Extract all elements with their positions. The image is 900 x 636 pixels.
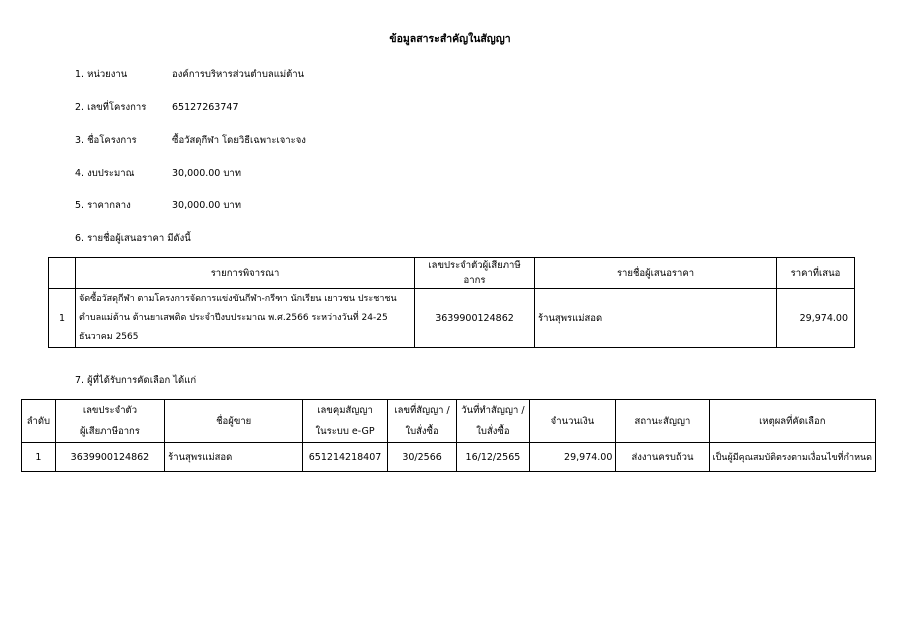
col-header-tax-id: เลขประจำตัวผู้เสียภาษีอากร [415, 258, 535, 289]
info-budget [75, 166, 241, 181]
header-line: ใบสั่งซื้อ [476, 426, 510, 437]
page-title: ข้อมูลสาระสำคัญในสัญญา [389, 33, 511, 45]
col-header-contract-no [387, 400, 456, 443]
info-label: 3. ชื่อโครงการ [75, 135, 137, 146]
info-label: 4. งบประมาณ [75, 168, 135, 179]
info-label: 5. ราคากลาง [75, 200, 131, 211]
item-line: ตำบลแม่ต้าน ต้านยาเสพติด ประจำปีงบประมาณ พ.ศ.2566 ระหว่างวันที่ 24-25 [79, 312, 388, 323]
info-label: 2. เลขที่โครงการ [75, 102, 147, 113]
cell-contract-no: 30/2566 [387, 443, 456, 472]
col-header-seller: ชื่อผู้ขาย [165, 400, 303, 443]
col-header-seq: ลำดับ [22, 400, 56, 443]
cell-tax-id: 3639900124862 [415, 289, 535, 348]
table-header-row [22, 400, 876, 443]
col-header-no [49, 258, 76, 289]
item-line: ธันวาคม 2565 [79, 331, 139, 342]
header-line: ใบสั่งซื้อ [405, 426, 439, 437]
info-label: 1. หน่วยงาน [75, 69, 128, 80]
info-value: ซื้อวัสดุกีฬา โดยวิธีเฉพาะเจาะจง [172, 135, 306, 146]
cell-no: 1 [49, 289, 76, 348]
info-value: 30,000.00 บาท [172, 200, 241, 211]
col-header-tax-id [55, 400, 164, 443]
cell-seq: 1 [22, 443, 56, 472]
cell-amount: 29,974.00 [529, 443, 616, 472]
cell-status: ส่งงานครบถ้วน [616, 443, 709, 472]
cell-item [76, 289, 415, 348]
cell-reason: เป็นผู้มีคุณสมบัติตรงตามเงื่อนไขที่กำหนด [709, 443, 875, 472]
header-line: ผู้เสียภาษีอากร [79, 426, 140, 437]
bidders-heading: 6. รายชื่อผู้เสนอราคา มีดังนี้ [75, 233, 191, 244]
header-line: วันที่ทำสัญญา / [461, 405, 525, 416]
table-row [49, 289, 855, 348]
col-header-control-no [303, 400, 388, 443]
table-header-row [49, 258, 855, 289]
info-project-name [75, 133, 306, 148]
item-line: จัดซื้อวัสดุกีฬา ตามโครงการจัดการแข่งขันกีฬา-กรีฑา นักเรียน เยาวชน ประชาชน [79, 293, 397, 304]
col-header-date [457, 400, 529, 443]
header-line: เลขที่สัญญา / [394, 405, 450, 416]
info-median-price [75, 198, 241, 213]
table-row [22, 443, 876, 472]
header-line: ในระบบ e-GP [315, 426, 375, 437]
header-line: เลขประจำตัว [82, 405, 138, 416]
col-header-item: รายการพิจารณา [76, 258, 415, 289]
info-value: 65127263747 [172, 102, 239, 113]
selected-heading: 7. ผู้ที่ได้รับการคัดเลือก ได้แก่ [75, 375, 197, 386]
info-value: องค์การบริหารส่วนตำบลแม่ต้าน [172, 69, 305, 80]
cell-control-no: 651214218407 [303, 443, 388, 472]
col-header-price: ราคาที่เสนอ [777, 258, 855, 289]
header-line: เลขคุมสัญญา [317, 405, 373, 416]
col-header-bidder: รายชื่อผู้เสนอราคา [535, 258, 777, 289]
col-header-reason: เหตุผลที่คัดเลือก [709, 400, 875, 443]
selected-table [21, 399, 876, 472]
info-project-number [75, 100, 239, 115]
cell-price: 29,974.00 [777, 289, 855, 348]
cell-tax-id: 3639900124862 [55, 443, 164, 472]
col-header-status: สถานะสัญญา [616, 400, 709, 443]
info-agency [75, 67, 304, 82]
cell-seller: ร้านสุพรแม่สอด [165, 443, 303, 472]
cell-bidder: ร้านสุพรแม่สอด [535, 289, 777, 348]
info-value: 30,000.00 บาท [172, 168, 241, 179]
col-header-amount: จำนวนเงิน [529, 400, 616, 443]
bidders-table [48, 257, 855, 348]
cell-date: 16/12/2565 [457, 443, 529, 472]
